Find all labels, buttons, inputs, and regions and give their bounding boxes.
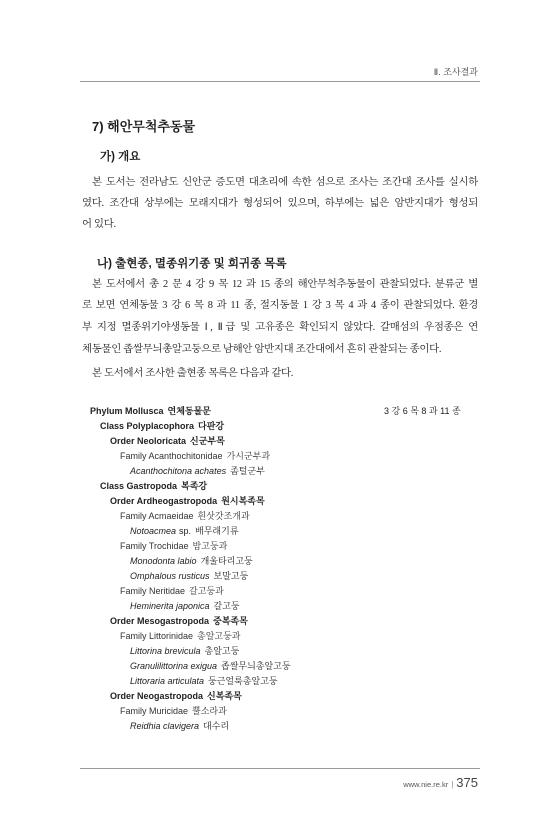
scientific-name: Order Ardheogastropoda bbox=[110, 496, 218, 506]
page-footer bbox=[403, 775, 478, 793]
korean-name: 좀털군부 bbox=[230, 466, 265, 476]
korean-name: 갈고둥 bbox=[213, 601, 240, 611]
korean-name: 중복족목 bbox=[213, 616, 248, 626]
scientific-name: Class Gastropoda bbox=[100, 481, 178, 491]
taxon-family bbox=[120, 509, 250, 524]
footer-separator: | bbox=[451, 780, 454, 789]
scientific-name: Monodonta labio bbox=[130, 556, 197, 566]
taxon-family bbox=[120, 539, 227, 554]
korean-name: 총알고둥 bbox=[204, 646, 240, 656]
section-title: 7) 해안무척추동물 bbox=[92, 119, 196, 134]
scientific-name: Order Neoloricata bbox=[110, 436, 187, 446]
taxon-species bbox=[130, 674, 278, 689]
korean-name: 좁쌀무늬총알고둥 bbox=[221, 661, 291, 671]
taxon-order bbox=[110, 434, 225, 449]
korean-name: 흰삿갓조개과 bbox=[197, 511, 250, 521]
taxon-family bbox=[120, 704, 227, 719]
scientific-name: Granulilittorina exigua bbox=[130, 661, 218, 671]
taxon-species bbox=[130, 464, 265, 479]
taxon-species bbox=[130, 659, 291, 674]
species-abbreviation: sp. bbox=[179, 526, 192, 536]
species-section-title: 나) 출현종, 멸종위기종 및 희귀종 목록 bbox=[97, 258, 287, 270]
footer-rule bbox=[80, 768, 480, 769]
korean-name: 원시복족목 bbox=[221, 496, 265, 506]
korean-name: 대수리 bbox=[203, 721, 230, 731]
korean-name: 둥근얼룩총알고둥 bbox=[208, 676, 278, 686]
scientific-name: Class Polyplacophora bbox=[100, 421, 195, 431]
taxon-order bbox=[110, 689, 242, 704]
scientific-name: Family Trochidae bbox=[120, 541, 189, 551]
taxon-phylum bbox=[90, 404, 211, 419]
korean-name: 신복족목 bbox=[207, 691, 242, 701]
korean-name: 뿔소라과 bbox=[192, 706, 227, 716]
scientific-name: Phylum Mollusca bbox=[90, 406, 164, 416]
overview-title: 가) 개요 bbox=[100, 151, 141, 163]
paragraph-line: 본 도서는 전라남도 신안군 증도면 대초리에 속한 섬으로 조사는 조간대 조사를 실시하 bbox=[92, 177, 478, 188]
scientific-name: Notoacmea bbox=[130, 526, 177, 536]
scientific-name: Littorina brevicula bbox=[130, 646, 201, 656]
footer-site: www.nie.re.kr bbox=[403, 780, 449, 789]
taxon-family bbox=[120, 584, 224, 599]
paragraph-line: 체동물인 좁쌀무늬총알고둥으로 남해안 암반지대 조간대에서 흔히 관찰되는 종이다. bbox=[82, 344, 442, 355]
korean-name: 배무래기류 bbox=[195, 526, 239, 536]
paragraph-line: 부 지정 멸종위기야생동물 Ⅰ, Ⅱ급 및 고유종은 확인되지 않았다. 갈매섬의 우점종은 연 bbox=[82, 322, 478, 333]
taxon-species bbox=[130, 554, 253, 569]
korean-name: 갈고둥과 bbox=[189, 586, 224, 596]
korean-name: 보말고둥 bbox=[213, 571, 249, 581]
paragraph-line: 어 있다. bbox=[82, 219, 116, 230]
taxon-species bbox=[130, 524, 239, 539]
scientific-name: Family Neritidae bbox=[120, 586, 186, 596]
korean-name: 가시군부과 bbox=[226, 451, 271, 461]
taxon-class bbox=[100, 479, 207, 494]
scientific-name: Heminerita japonica bbox=[130, 601, 210, 611]
taxon-class bbox=[100, 419, 224, 434]
taxon-order bbox=[110, 494, 265, 509]
scientific-name: Littoraria articulata bbox=[130, 676, 205, 686]
species-list-intro: 본 도서에서 조사한 출현종 목록은 다음과 같다. bbox=[92, 368, 294, 379]
phylum-summary: 3 강 6 목 8 과 11 종 bbox=[384, 406, 461, 416]
header-rule bbox=[80, 81, 480, 82]
scientific-name: Family Acanthochitonidae bbox=[120, 451, 223, 461]
scientific-name: Order Neogastropoda bbox=[110, 691, 204, 701]
chapter-label: Ⅱ. 조사결과 bbox=[433, 67, 478, 77]
scientific-name: Reidhia clavigera bbox=[130, 721, 200, 731]
korean-name: 밤고둥과 bbox=[192, 541, 228, 551]
korean-name: 연체동물문 bbox=[167, 406, 212, 416]
taxon-species bbox=[130, 644, 239, 659]
taxon-family bbox=[120, 449, 270, 464]
scientific-name: Order Mesogastropoda bbox=[110, 616, 210, 626]
taxon-species bbox=[130, 719, 229, 734]
paragraph-line: 로 보면 연체동물 3 강 6 목 8 과 11 종, 절지동물 1 강 3 목 4 과 4 종이 관찰되었다. 환경 bbox=[82, 300, 478, 311]
taxon-species bbox=[130, 599, 240, 614]
scientific-name: Family Littorinidae bbox=[120, 631, 194, 641]
scientific-name: Family Muricidae bbox=[120, 706, 189, 716]
korean-name: 총알고둥과 bbox=[197, 631, 241, 641]
scientific-name: Acanthochitona achates bbox=[130, 466, 227, 476]
paragraph-line: 본 도서에서 총 2 문 4 강 9 목 12 과 15 종의 해안무척추동물이 관찰되었다. 분류군 별 bbox=[92, 279, 478, 290]
korean-name: 복족강 bbox=[181, 481, 208, 491]
korean-name: 다판강 bbox=[198, 421, 225, 431]
paragraph-line: 였다. 조간대 상부에는 모래지대가 형성되어 있으며, 하부에는 넓은 암반지대가 형성되 bbox=[82, 198, 478, 209]
scientific-name: Omphalous rusticus bbox=[130, 571, 210, 581]
taxon-family bbox=[120, 629, 241, 644]
taxon-order bbox=[110, 614, 248, 629]
taxon-species bbox=[130, 569, 248, 584]
page-number: 375 bbox=[456, 775, 478, 790]
korean-name: 개울타리고둥 bbox=[200, 556, 253, 566]
scientific-name: Family Acmaeidae bbox=[120, 511, 194, 521]
korean-name: 신군부목 bbox=[190, 436, 225, 446]
